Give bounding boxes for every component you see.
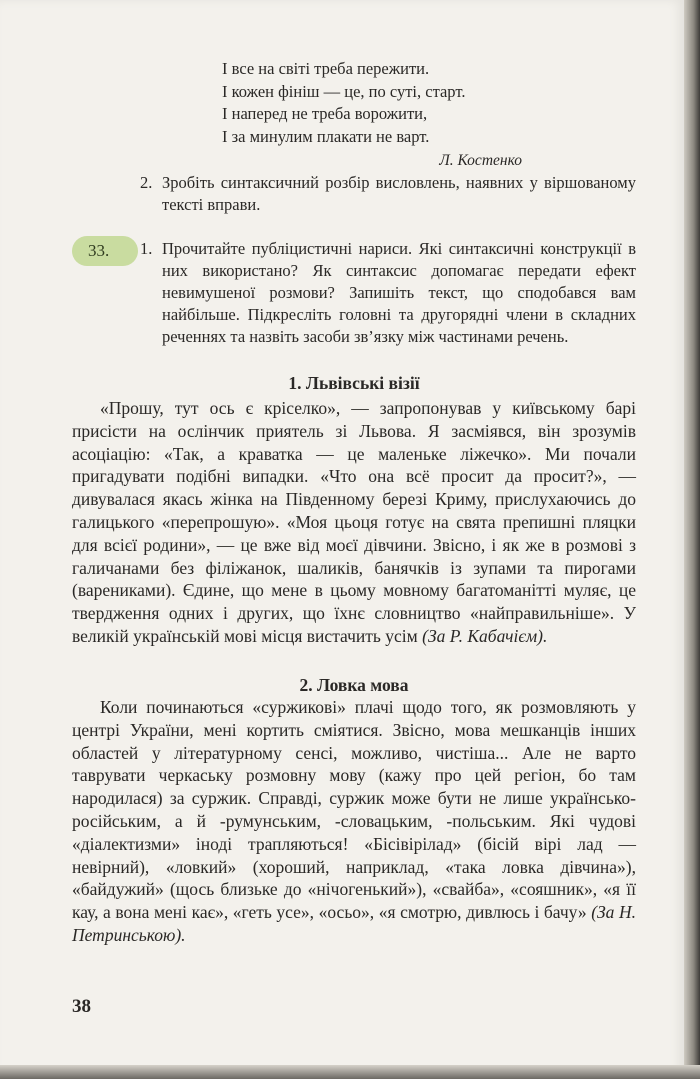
essay-1-source: (За Р. Кабачієм). xyxy=(422,625,548,646)
essay-2-text xyxy=(72,696,636,947)
task-1 xyxy=(140,238,636,348)
poem-line: І наперед не треба ворожити, xyxy=(222,104,428,123)
essay-2-body: Коли починаються «суржикові» плачі щодо того, як розмовляють у центрі України, мені кортить сміятися. Звісно, мова мешканців інших областей у літературному сенсі, можливо, чистіша... Але не варто таврувати черкаську розмовну мову (кажу про цей регіон, бо там народилася) за суржик. Справді, суржик може бути не лише українсько-російським, а й -румунським, -словацьким, -польським. Які чудові «діалектизми» іноді трапляються! «Бісівірілад» (бісій вірі лад — невірний), «ловкий» (хороший, наприклад, «така ловка дівчина»), «байдужий» (щось близьке до «нічогенький»), «свайба», «сояшник», «я її кау, а вона мені кає», «геть усе», «осьо», «я смотрю, дивлюсь і бачу» xyxy=(72,697,636,923)
essay-1-title: 1. Львівські візії xyxy=(288,373,420,393)
poem xyxy=(222,58,522,173)
poem-line: І все на світі треба пережити. xyxy=(222,59,430,78)
book-bottom-edge xyxy=(0,1065,700,1079)
essay-1-body: «Прошу, тут ось є кріселко», — запропонував у київському барі присісти на ослінчик приятель зі Львова. Я засміявся, він зрозумів асоціацію: «Так, а краватка — це маленьке ліжечко». Ми почали пригадувати подібні випадки. «Что она всё просит да просит?», — дивувалася якась жінка на Південному березі Криму, прислухаючись до галицького «перепрошую». «Моя цьоця готує на свята препишні пляцки для всієї родини», — це вже від моєї дівчини. Звісно, і як же в розмові з галичанами без філіжанок, шаликів, банячків із зупами та пирогами (варениками). Єдине, що мене в цьому мовному багатоманітті муляє, це твердження одних і других, що їхнє словництво «найправильніше». У великій українській мові місця вистачить усім xyxy=(72,398,636,646)
task-number: 1. xyxy=(140,239,153,258)
essay-2-source: (За Н. Петринською). xyxy=(72,902,637,945)
book-edge xyxy=(684,0,700,1079)
poem-line: І кожен фініш — це, по суті, старт. xyxy=(222,81,466,101)
page-number: 38 xyxy=(72,996,91,1017)
essay-1-text xyxy=(72,397,636,648)
task-text: Зробіть синтаксичний розбір висловлень, наявних у віршованому тексті вправи. xyxy=(162,173,636,214)
essay-2-title: 2. Ловка мова xyxy=(299,675,409,695)
task-text: Прочитайте публіцистичні нариси. Які синтаксичні конструкції в них використано? Як синтаксис допомагає передати ефект невимушеної розмови? Запишіть текст, що сподобався вам найбільше. Підкресліть головні та другорядні члени в складних реченнях та назвіть засоби зв’язку між частинами речень. xyxy=(162,239,636,346)
task-number: 2. xyxy=(140,173,153,192)
task-2 xyxy=(140,172,636,216)
poem-line: І за минулим плакати не варт. xyxy=(222,126,430,146)
exercise-number-badge: 33. xyxy=(72,236,138,266)
poem-author: Л. Костенко xyxy=(439,152,522,169)
